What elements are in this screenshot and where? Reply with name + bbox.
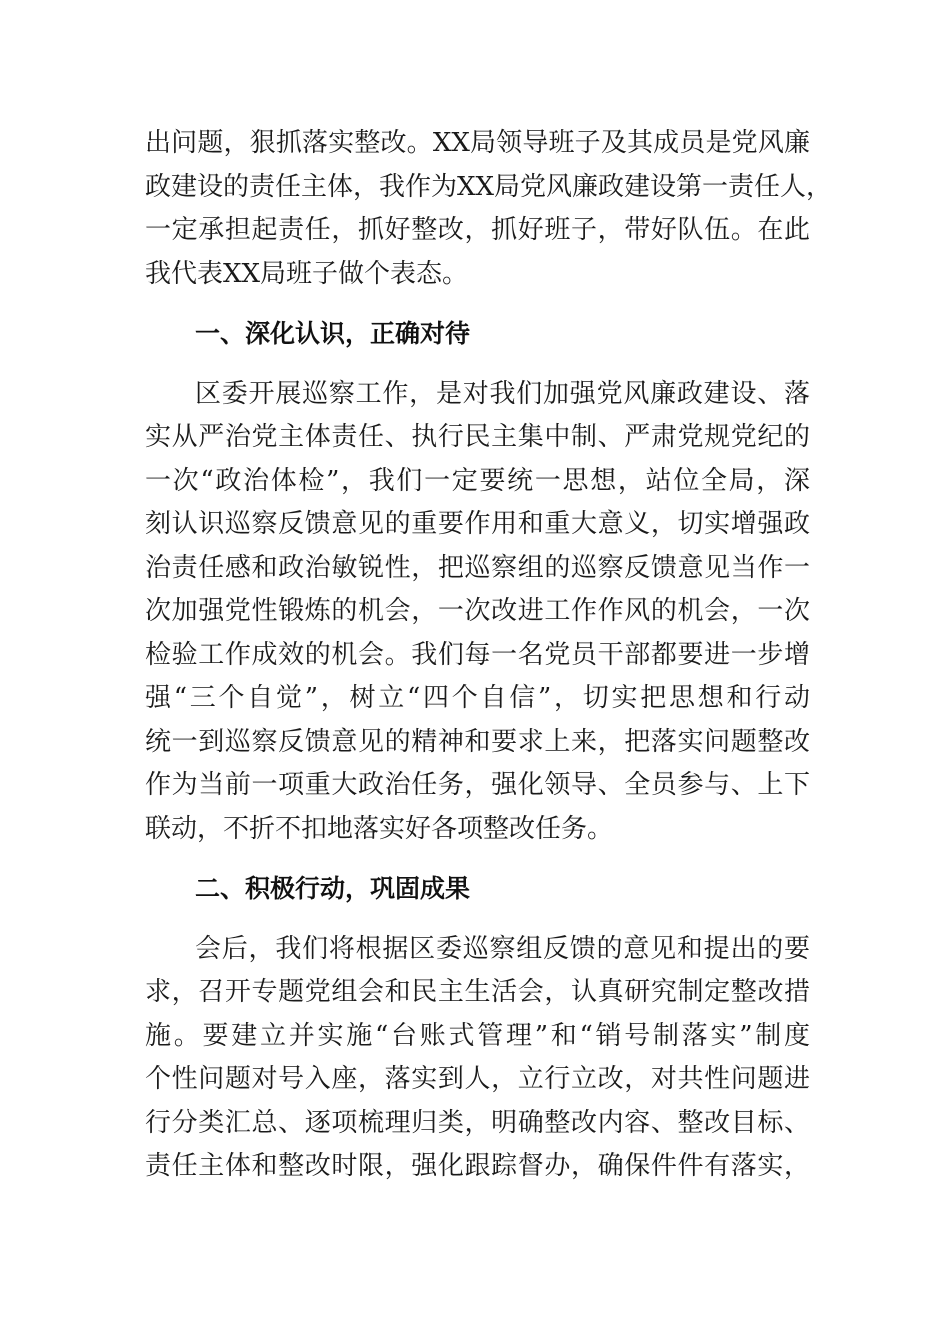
section-1-line-7: 检验工作成效的机会。我们每一名党员干部都要进一步增 [145, 640, 810, 670]
section-1-line-2: 实从严治党主体责任、执行民主集中制、严肃党规党纪的 [145, 422, 810, 452]
section-2-line-1: 会后，我们将根据区委巡察组反馈的意见和提出的要 [195, 934, 810, 964]
section-2-line-3: 施。要建立并实施“台账式管理”和“销号制落实”制度 [145, 1021, 810, 1051]
section-1-line-10: 作为当前一项重大政治任务，强化领导、全员参与、上下 [145, 770, 810, 800]
section-2-line-2: 求，召开专题党组会和民主生活会，认真研究制定整改措 [145, 977, 810, 1007]
intro-line-2: 政建设的责任主体，我作为XX局党风廉政建设第一责任人， [145, 172, 833, 202]
section-1-line-8: 强“三个自觉”，树立“四个自信”，切实把思想和行动 [145, 683, 810, 713]
section-2-heading: 二、积极行动，巩固成果 [195, 874, 471, 903]
section-1-line-11: 联动，不折不扣地落实好各项整改任务。 [145, 814, 614, 844]
intro-line-3: 一定承担起责任，抓好整改，抓好班子，带好队伍。在此 [145, 215, 810, 245]
section-2-line-5: 行分类汇总、逐项梳理归类，明确整改内容、整改目标、 [145, 1108, 810, 1138]
section-1-line-1: 区委开展巡察工作，是对我们加强党风廉政建设、落 [195, 379, 810, 409]
section-1-heading: 一、深化认识，正确对待 [195, 319, 471, 348]
section-1-line-5: 治责任感和政治敏锐性，把巡察组的巡察反馈意见当作一 [145, 553, 810, 583]
section-1-line-6: 次加强党性锻炼的机会，一次改进工作作风的机会，一次 [145, 596, 810, 626]
section-2-line-6: 责任主体和整改时限，强化跟踪督办，确保件件有落实， [145, 1151, 810, 1181]
section-2-line-4: 个性问题对号入座，落实到人，立行立改，对共性问题进 [145, 1064, 810, 1094]
section-1-line-3: 一次“政治体检”，我们一定要统一思想，站位全局，深 [145, 466, 810, 496]
intro-line-1: 出问题，狠抓落实整改。XX局领导班子及其成员是党风廉 [145, 128, 810, 158]
section-1-line-4: 刻认识巡察反馈意见的重要作用和重大意义，切实增强政 [145, 509, 810, 539]
section-1-line-9: 统一到巡察反馈意见的精神和要求上来，把落实问题整改 [145, 727, 810, 757]
intro-line-4: 我代表XX局班子做个表态。 [145, 259, 469, 289]
